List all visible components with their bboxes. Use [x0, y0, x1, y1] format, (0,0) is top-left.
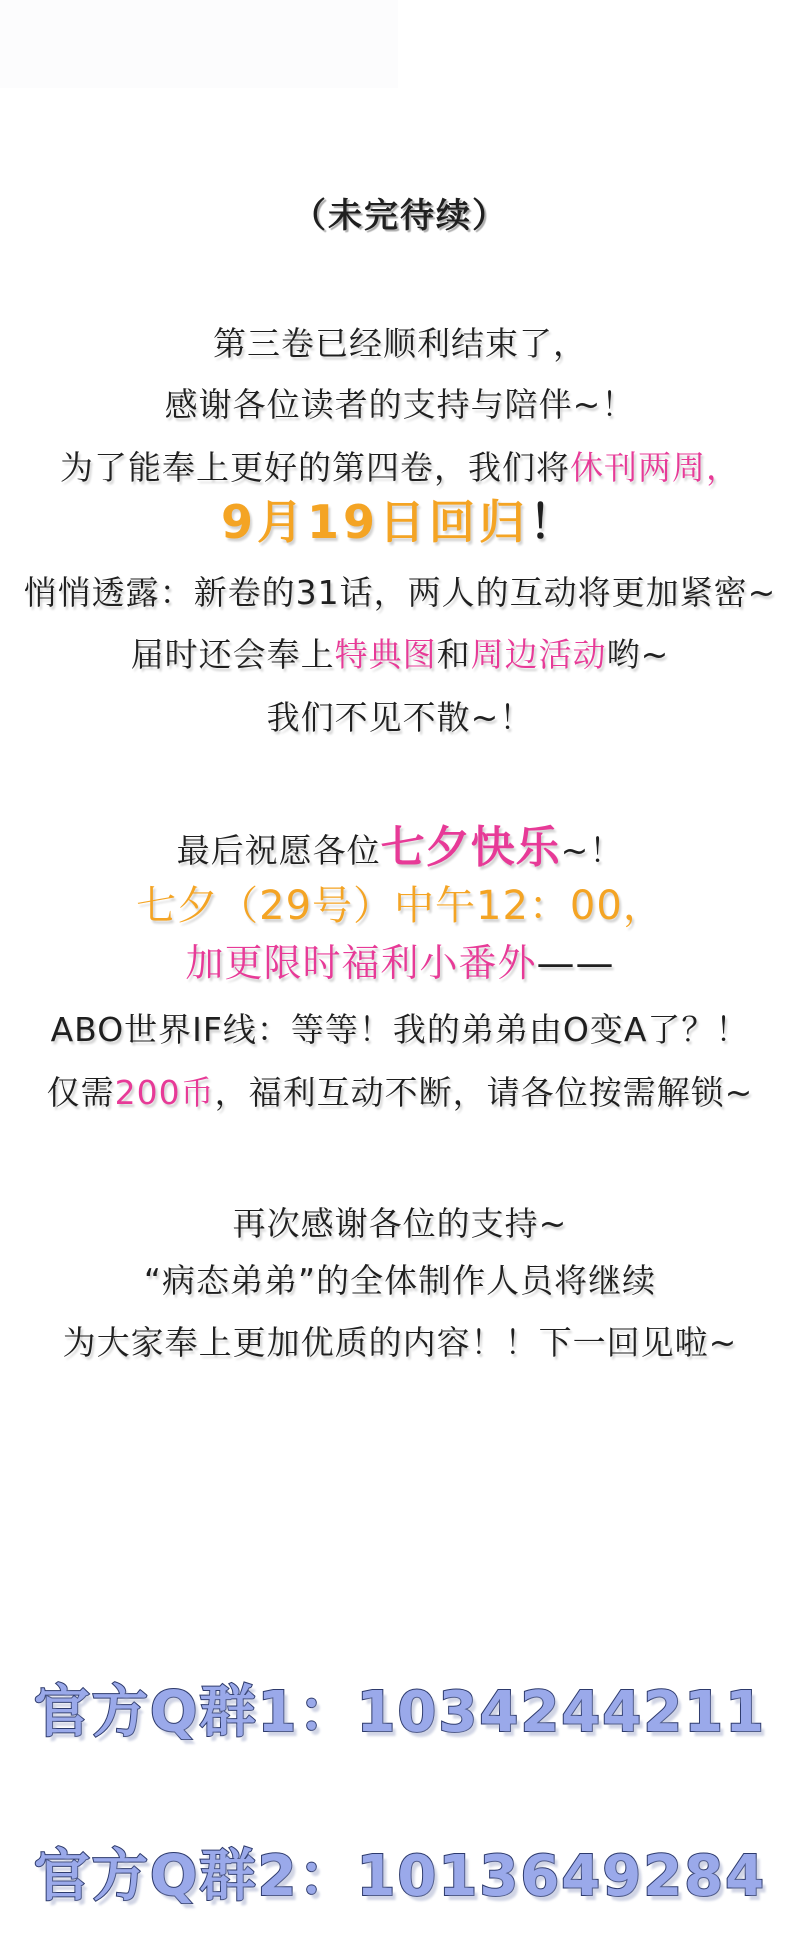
teaser-line-2-post: 哟~ — [606, 635, 670, 674]
return-date-exclaim: ！ — [529, 495, 580, 549]
qq-group-2 — [0, 1843, 800, 1910]
qixi-time-text: 七夕（29号）中午12：00， — [136, 883, 664, 929]
qixi-time-line — [0, 882, 800, 930]
price-line-pre: 仅需 — [46, 1073, 115, 1112]
thanks-line-3 — [0, 1323, 800, 1363]
bonus-episode-dash: —— — [536, 941, 615, 985]
thanks-line-1-text: 再次感谢各位的支持~ — [232, 1204, 568, 1243]
panel-remnant-strip — [0, 0, 398, 88]
qq-group-1 — [0, 1679, 800, 1746]
abo-if-text: ABO世界IF线：等等！我的弟弟由O变A了？！ — [50, 1010, 750, 1049]
qq-group-1-label: 官方Q群1： — [33, 1680, 357, 1745]
hiatus-line — [0, 448, 800, 488]
thanks-line-3-text: 为大家奉上更加优质的内容！！下一回见啦~ — [62, 1323, 738, 1362]
qq-group-2-number: 1013649284 — [356, 1844, 767, 1909]
bonus-episode-line — [0, 941, 800, 987]
return-date-highlight: 9月19日回归 — [220, 495, 530, 549]
volume-end-line-2 — [0, 385, 800, 425]
qq-group-1-number: 1034244211 — [356, 1680, 767, 1745]
qixi-wish-pre: 最后祝愿各位 — [176, 831, 381, 870]
qixi-wish-line — [0, 822, 800, 875]
volume-end-line-1 — [0, 324, 800, 364]
teaser-line-2-pre: 届时还会奉上 — [130, 635, 335, 674]
special-art-highlight: 特典图 — [334, 635, 437, 674]
price-line — [0, 1073, 800, 1113]
thanks-line-1 — [0, 1204, 800, 1244]
volume-end-line-2-text: 感谢各位读者的支持与陪伴~！ — [164, 385, 636, 424]
volume-end-line-1-text: 第三卷已经顺利结束了， — [213, 324, 587, 363]
hiatus-line-black: 为了能奉上更好的第四卷，我们将 — [60, 448, 570, 487]
abo-if-line — [0, 1010, 800, 1050]
teaser-line-1-text: 悄悄透露：新卷的31话，两人的互动将更加紧密~ — [23, 573, 777, 612]
teaser-line-2 — [0, 635, 800, 675]
thanks-line-2-text: “病态弟弟”的全体制作人员将继续 — [143, 1261, 657, 1300]
qq-group-2-label: 官方Q群2： — [33, 1844, 357, 1909]
teaser-line-3-text: 我们不见不散~！ — [266, 698, 534, 737]
teaser-line-3 — [0, 698, 800, 738]
price-line-post: ，福利互动不断，请各位按需解锁~ — [214, 1073, 754, 1112]
hiatus-highlight: 休刊两周， — [570, 448, 740, 487]
qixi-wish-post: ~！ — [560, 831, 624, 870]
return-date-line — [0, 495, 800, 550]
to-be-continued-note: （未完待续） — [292, 196, 508, 236]
qixi-happy-highlight: 七夕快乐 — [380, 822, 561, 873]
bonus-episode-highlight: 加更限时福利小番外 — [185, 941, 537, 985]
thanks-line-2 — [0, 1261, 800, 1301]
teaser-line-1 — [0, 573, 800, 613]
price-highlight: 200币 — [114, 1073, 215, 1112]
merch-event-highlight: 周边活动 — [470, 635, 607, 674]
teaser-line-2-and: 和 — [436, 635, 471, 674]
